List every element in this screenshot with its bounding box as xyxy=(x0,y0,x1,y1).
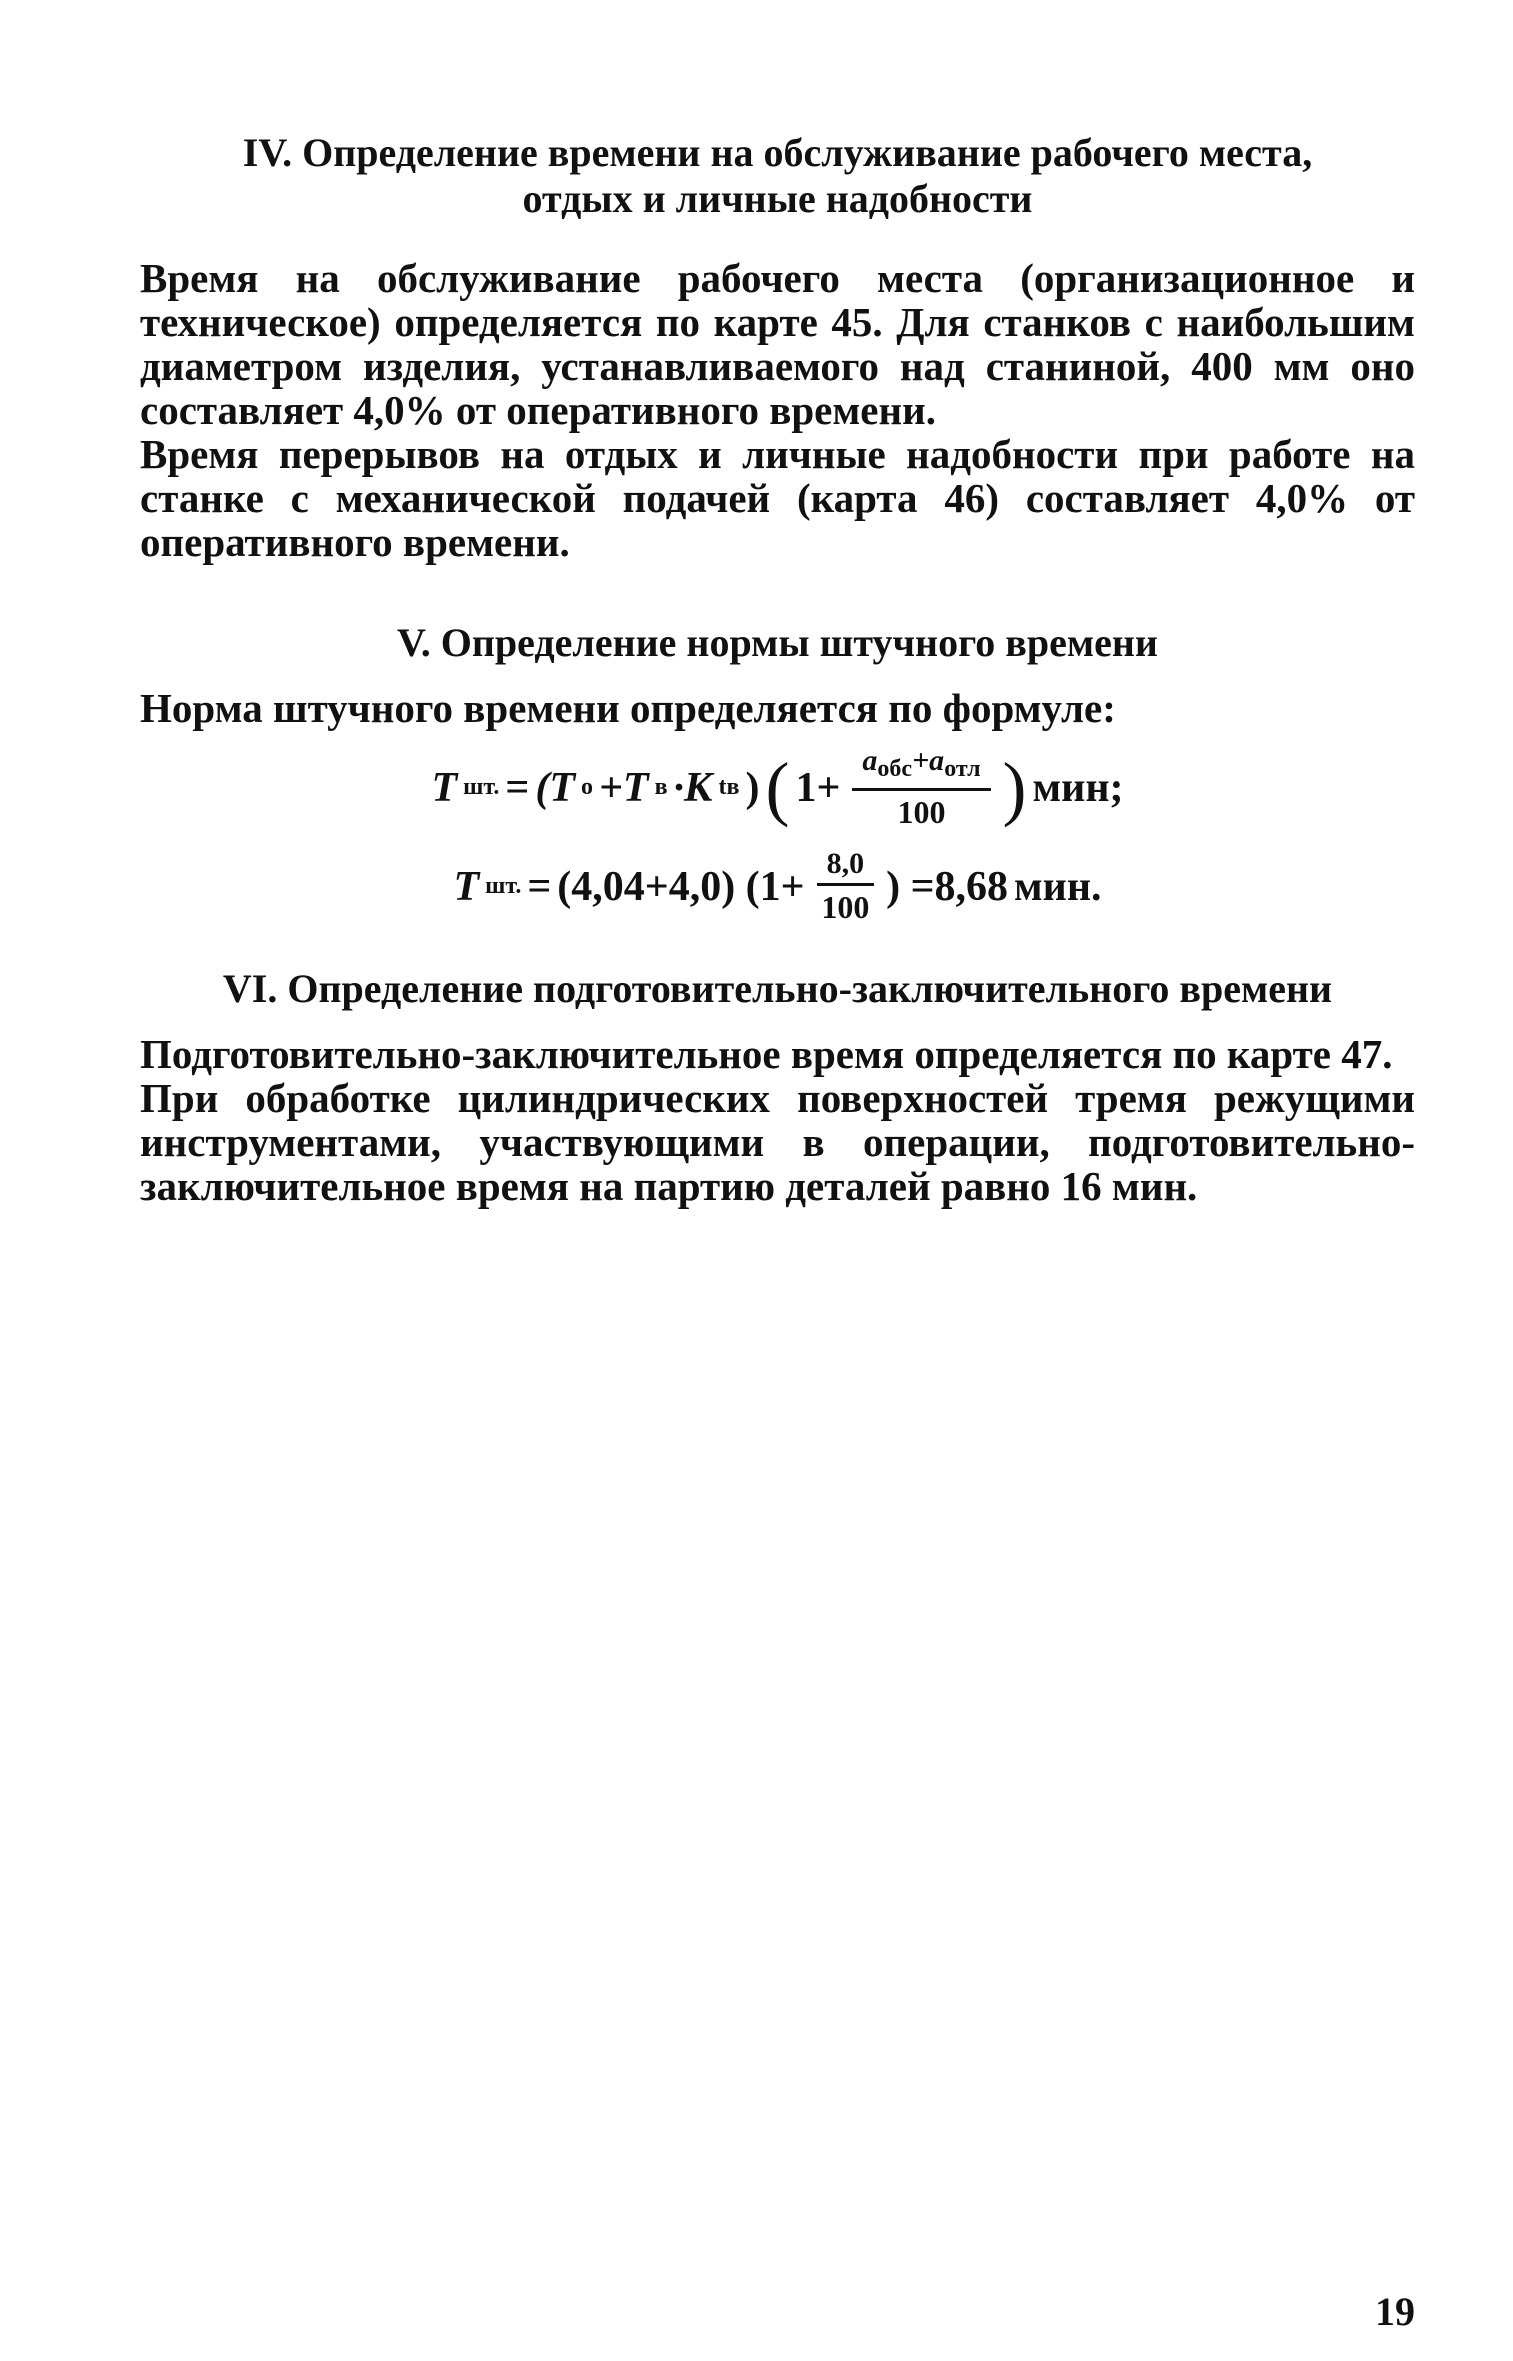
section-6-paragraph-1: Подготовительно-заключительное время определяется по карте 47. xyxy=(140,1031,1393,1077)
formula-1-k-sub: tв xyxy=(718,774,740,800)
formula-1-tv-sub: в xyxy=(654,774,668,800)
formula-2-expr: (4,04+4,0) (1+ xyxy=(557,863,805,910)
page-number: 19 xyxy=(1375,2289,1415,2334)
formula-2-lhs: Т xyxy=(453,863,480,910)
section-5 xyxy=(140,620,1415,926)
formula-1-dot-k: ·К xyxy=(673,764,713,811)
formula-2-fraction xyxy=(817,847,875,926)
formula-1-big-open-paren: ( xyxy=(765,747,790,828)
formula-1-num-sub1: обс xyxy=(877,756,913,782)
section-6-heading: VI. Определение подготовительно-заключительного времени xyxy=(222,966,1333,1011)
formula-1-denominator: 100 xyxy=(897,794,946,830)
formula-1-close: ) xyxy=(745,764,760,811)
formula-1-big-close-paren: ) xyxy=(1002,747,1027,828)
formula-1-numerator xyxy=(852,744,990,791)
section-5-heading: V. Определение нормы штучного времени xyxy=(397,620,1158,665)
formula-2-denominator: 100 xyxy=(821,889,870,925)
formula-1-plus-tv: +Т xyxy=(598,764,649,811)
section-5-intro: Норма штучного времени определяется по формуле: xyxy=(140,685,1116,731)
formula-2-lhs-sub: шт. xyxy=(485,873,522,899)
formula-2-unit: мин. xyxy=(1014,863,1102,910)
formula-1-unit: мин; xyxy=(1032,764,1124,811)
section-4 xyxy=(140,130,1415,564)
formula-1-one-plus: 1+ xyxy=(795,764,841,811)
section-4-heading-line2: отдых и личные надобности xyxy=(522,176,1033,221)
formula-2-eq: = xyxy=(527,863,552,910)
page-content xyxy=(140,130,1415,1208)
formula-2-tail: ) =8,68 xyxy=(886,863,1009,910)
formula-1-t0-sub: о xyxy=(580,774,593,800)
formula-1-num-a1: a xyxy=(862,744,878,777)
formula-1-fraction xyxy=(852,744,990,831)
formula-1-open: (Т xyxy=(535,764,575,811)
section-4-heading-line1: IV. Определение времени на обслуживание рабочего места, xyxy=(242,130,1313,175)
formula-1-eq: = xyxy=(505,764,530,811)
section-4-paragraph-2: Время перерывов на отдых и личные надобности при работе на станке с механической подачей (карта 46) составляет 4,0% от оперативного времени. xyxy=(140,431,1415,565)
formula-2-numerator: 8,0 xyxy=(817,847,875,886)
section-6 xyxy=(140,966,1415,1208)
formula-general xyxy=(140,744,1415,831)
section-4-paragraph-1: Время на обслуживание рабочего места (организационное и техническое) определяется по карте 45. Для станков с наибольшим диаметром изделия, устанавливаемого над станиной, 400 мм оно составляет 4,0% от оперативного времени. xyxy=(140,255,1415,433)
formula-1-num-a2: +a xyxy=(912,744,945,777)
section-6-paragraph-2: При обработке цилиндрических поверхностей тремя режущими инструментами, участвующими в операции, подготовительно-заключительное время на партию деталей равно 16 мин. xyxy=(140,1075,1415,1209)
formula-calculation xyxy=(140,847,1415,926)
formula-1-lhs: Т xyxy=(431,764,458,811)
formula-1-num-sub2: отл xyxy=(944,756,981,782)
formula-1-lhs-sub: шт. xyxy=(463,774,500,800)
